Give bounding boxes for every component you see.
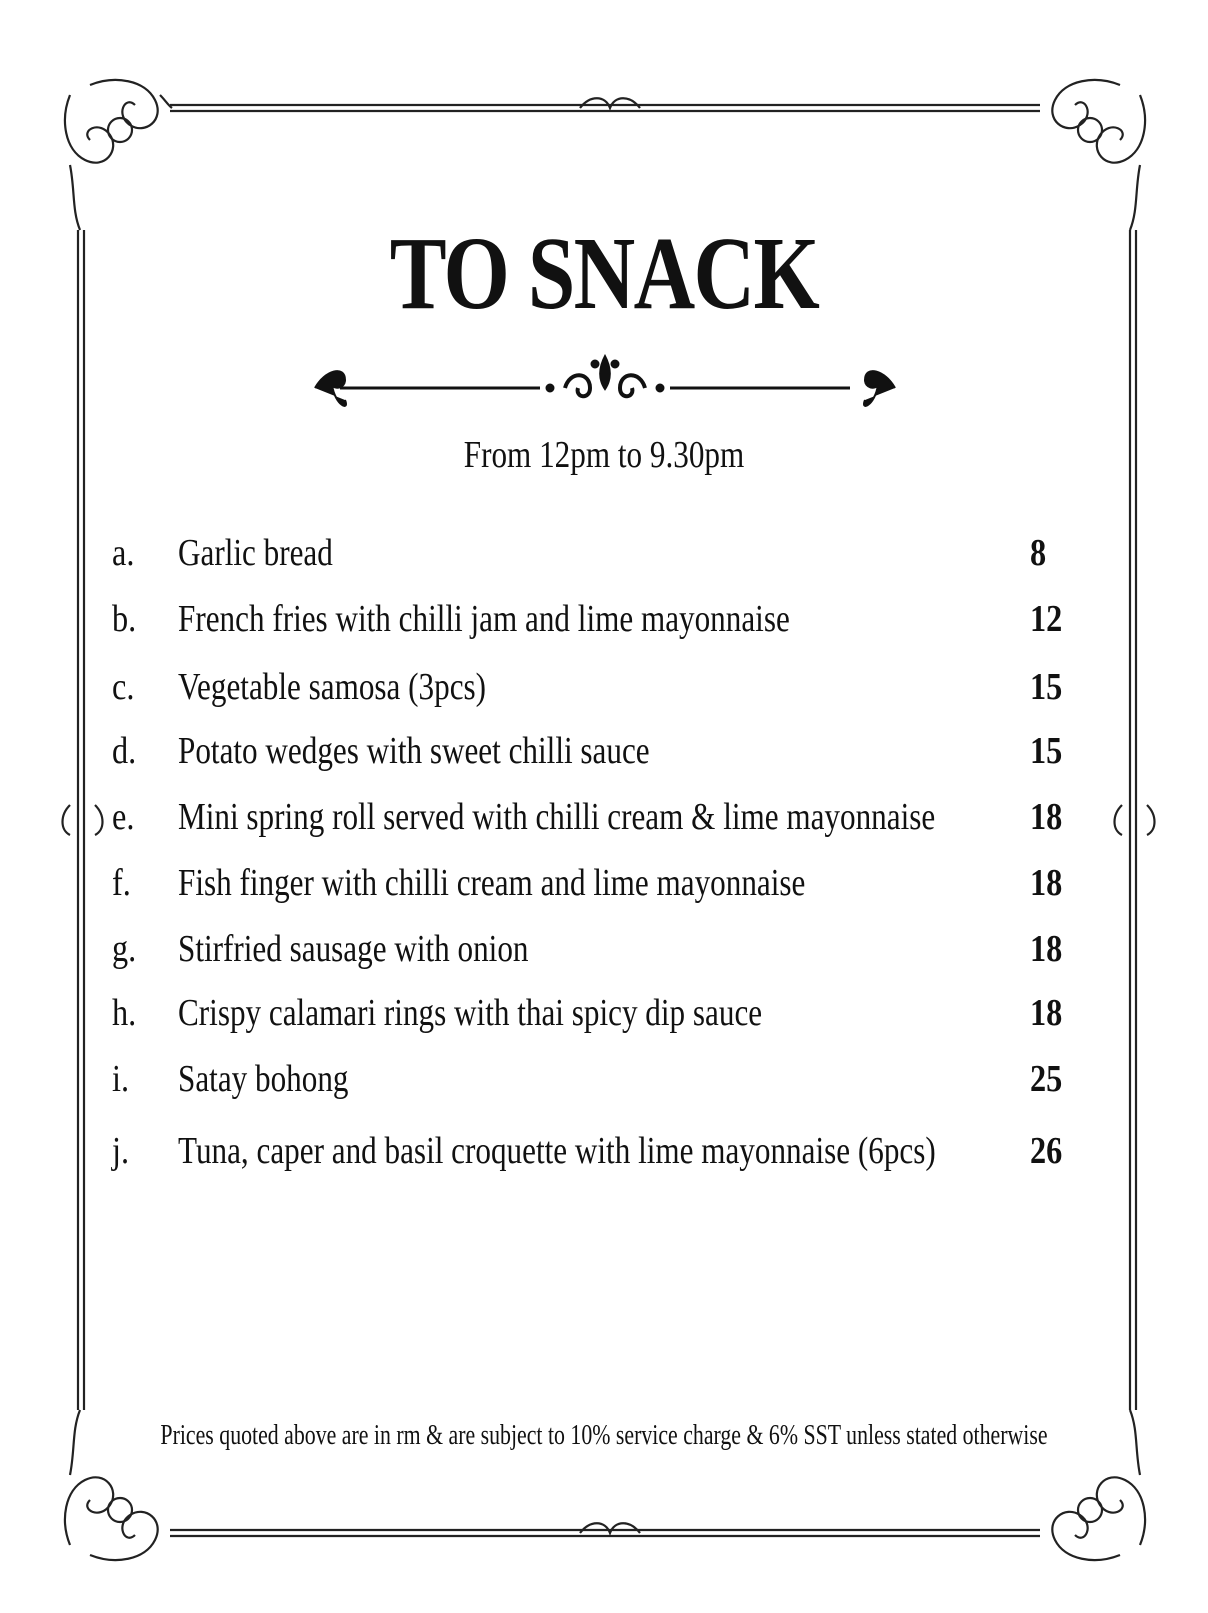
menu-item: [110, 924, 1090, 974]
item-price: 15: [1030, 666, 1063, 708]
item-name: Mini spring roll served with chilli cream & lime mayonnaise: [178, 796, 936, 838]
menu-item: [110, 858, 1090, 908]
item-name: Satay bohong: [178, 1058, 349, 1100]
item-name: Garlic bread: [178, 532, 333, 574]
menu-item: [110, 1054, 1090, 1104]
item-letter: b.: [112, 598, 137, 640]
service-hours: From 12pm to 9.30pm: [463, 434, 745, 476]
pricing-footnote: Prices quoted above are in rm & are subject to 10% service charge & 6% SST unless stated otherwise: [160, 1420, 1048, 1451]
menu-title: TO SNACK: [389, 216, 819, 331]
item-name: Potato wedges with sweet chilli sauce: [178, 730, 650, 772]
item-name: Vegetable samosa (3pcs): [178, 666, 487, 708]
item-letter: h.: [112, 992, 137, 1034]
item-name: French fries with chilli jam and lime mayonnaise: [178, 598, 790, 640]
menu-item: [110, 662, 1090, 712]
menu-item: [110, 792, 1090, 842]
item-price: 12: [1030, 598, 1063, 640]
item-letter: i.: [112, 1058, 130, 1100]
item-name: Fish finger with chilli cream and lime mayonnaise: [178, 862, 806, 904]
flourish-divider-icon: [310, 350, 900, 430]
item-letter: e.: [112, 796, 135, 838]
menu-item: [110, 528, 1090, 578]
item-letter: j.: [112, 1130, 130, 1172]
item-price: 18: [1030, 992, 1063, 1034]
menu-item: [110, 594, 1090, 644]
item-name: Crispy calamari rings with thai spicy dip sauce: [178, 992, 763, 1034]
item-price: 18: [1030, 862, 1063, 904]
item-letter: f.: [112, 862, 131, 904]
item-letter: g.: [112, 928, 137, 970]
item-price: 15: [1030, 730, 1063, 772]
menu-item: [110, 726, 1090, 776]
item-letter: d.: [112, 730, 137, 772]
item-price: 25: [1030, 1058, 1063, 1100]
menu-item: [110, 988, 1090, 1038]
item-price: 18: [1030, 796, 1063, 838]
item-letter: a.: [112, 532, 135, 574]
item-name: Tuna, caper and basil croquette with lime mayonnaise (6pcs): [178, 1130, 936, 1172]
item-price: 18: [1030, 928, 1063, 970]
menu-item: [110, 1126, 1090, 1176]
item-name: Stirfried sausage with onion: [178, 928, 529, 970]
item-price: 8: [1030, 532, 1047, 574]
item-price: 26: [1030, 1130, 1063, 1172]
item-letter: c.: [112, 666, 135, 708]
